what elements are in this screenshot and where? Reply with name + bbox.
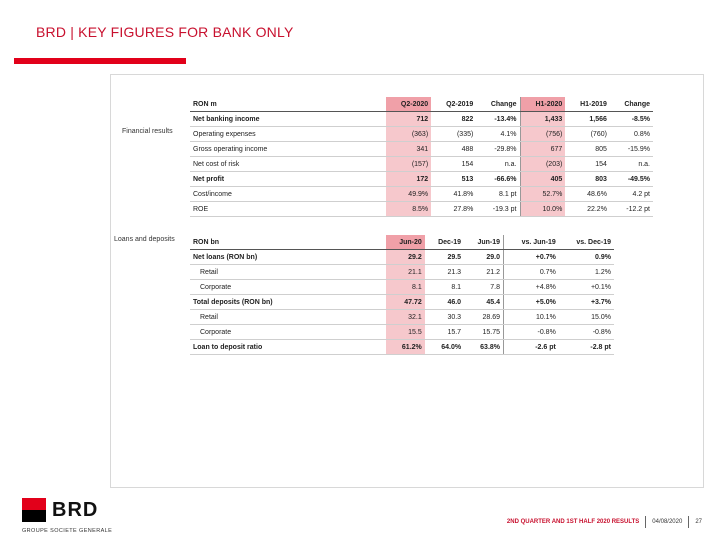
row-value: -0.8% <box>559 325 614 340</box>
row-value: (363) <box>386 127 431 142</box>
row-value: -29.8% <box>476 142 520 157</box>
loans-row <box>190 280 614 295</box>
loan-header: Jun-19 <box>464 235 503 250</box>
loans-row <box>190 340 614 355</box>
row-value: 1,433 <box>520 112 565 127</box>
row-value: 28.69 <box>464 310 503 325</box>
row-label: Retail <box>190 265 386 280</box>
row-value: 61.2% <box>386 340 425 355</box>
row-value: 29.5 <box>425 250 464 265</box>
financial-section-label: Financial results <box>122 128 173 135</box>
row-value: 46.0 <box>425 295 464 310</box>
row-value: 712 <box>386 112 431 127</box>
row-value: 405 <box>520 172 565 187</box>
row-value: 15.7 <box>425 325 464 340</box>
row-label: Cost/income <box>190 187 386 202</box>
row-value: +3.7% <box>559 295 614 310</box>
fin-header: H1-2020 <box>520 97 565 112</box>
row-label: Net loans (RON bn) <box>190 250 386 265</box>
financial-row <box>190 142 653 157</box>
row-value: 0.9% <box>559 250 614 265</box>
loans-row <box>190 310 614 325</box>
row-value: -15.9% <box>610 142 653 157</box>
fin-header: RON m <box>190 97 386 112</box>
fin-header: Q2-2020 <box>386 97 431 112</box>
financial-row <box>190 157 653 172</box>
results-label: 2ND QUARTER AND 1ST HALF 2020 RESULTS <box>506 519 640 525</box>
row-value: 805 <box>565 142 610 157</box>
fin-header: Change <box>610 97 653 112</box>
row-value: 10.1% <box>504 310 559 325</box>
row-value: 47.72 <box>386 295 425 310</box>
row-label: Gross operating income <box>190 142 386 157</box>
loans-row <box>190 325 614 340</box>
row-value: 488 <box>431 142 476 157</box>
row-label: Corporate <box>190 325 386 340</box>
footer-info <box>507 516 702 528</box>
row-label: ROE <box>190 202 386 217</box>
row-label: Retail <box>190 310 386 325</box>
row-label: Operating expenses <box>190 127 386 142</box>
row-label: Net banking income <box>190 112 386 127</box>
row-value: -49.5% <box>610 172 653 187</box>
row-label: Corporate <box>190 280 386 295</box>
loans-deposits-table <box>190 235 614 355</box>
brd-logo-subtitle: GROUPE SOCIETE GENERALE <box>22 528 113 534</box>
row-value: 154 <box>565 157 610 172</box>
row-value: +0.1% <box>559 280 614 295</box>
row-value: 8.1 pt <box>476 187 520 202</box>
financial-row <box>190 202 653 217</box>
row-value: -19.3 pt <box>476 202 520 217</box>
row-value: 45.4 <box>464 295 503 310</box>
row-value: 8.1 <box>386 280 425 295</box>
row-value: (756) <box>520 127 565 142</box>
row-value: 21.3 <box>425 265 464 280</box>
row-value: -2.6 pt <box>504 340 559 355</box>
row-value: 22.2% <box>565 202 610 217</box>
fin-header: Change <box>476 97 520 112</box>
row-value: 341 <box>386 142 431 157</box>
fin-header: Q2-2019 <box>431 97 476 112</box>
row-value: 0.7% <box>504 265 559 280</box>
footer-divider <box>688 516 689 528</box>
row-value: 49.9% <box>386 187 431 202</box>
row-value: 63.8% <box>464 340 503 355</box>
fin-header: H1-2019 <box>565 97 610 112</box>
page-number: 27 <box>695 519 702 525</box>
loan-header: RON bn <box>190 235 386 250</box>
row-value: -0.8% <box>504 325 559 340</box>
row-value: 0.8% <box>610 127 653 142</box>
row-value: 1,566 <box>565 112 610 127</box>
loans-section-label: Loans and deposits <box>114 236 175 243</box>
row-value: 48.6% <box>565 187 610 202</box>
financial-row <box>190 112 653 127</box>
row-value: 10.0% <box>520 202 565 217</box>
row-value: 803 <box>565 172 610 187</box>
row-label: Total deposits (RON bn) <box>190 295 386 310</box>
row-value: 513 <box>431 172 476 187</box>
row-value: 1.2% <box>559 265 614 280</box>
row-value: 64.0% <box>425 340 464 355</box>
row-value: 4.2 pt <box>610 187 653 202</box>
loan-header: vs. Jun-19 <box>504 235 559 250</box>
footer-divider <box>645 516 646 528</box>
row-value: +5.0% <box>504 295 559 310</box>
row-value: 154 <box>431 157 476 172</box>
title-underline <box>14 58 186 64</box>
row-value: n.a. <box>610 157 653 172</box>
row-value: 7.8 <box>464 280 503 295</box>
row-value: -12.2 pt <box>610 202 653 217</box>
row-value: 32.1 <box>386 310 425 325</box>
row-value: 21.2 <box>464 265 503 280</box>
row-value: 21.1 <box>386 265 425 280</box>
row-value: (335) <box>431 127 476 142</box>
row-value: 52.7% <box>520 187 565 202</box>
row-value: 8.5% <box>386 202 431 217</box>
financial-row <box>190 187 653 202</box>
row-value: 15.0% <box>559 310 614 325</box>
row-value: 41.8% <box>431 187 476 202</box>
loans-row <box>190 250 614 265</box>
row-value: 822 <box>431 112 476 127</box>
row-value: 15.75 <box>464 325 503 340</box>
financial-row <box>190 172 653 187</box>
row-value: +4.8% <box>504 280 559 295</box>
row-label: Loan to deposit ratio <box>190 340 386 355</box>
row-value: (760) <box>565 127 610 142</box>
row-value: 677 <box>520 142 565 157</box>
loans-row <box>190 265 614 280</box>
loan-header: vs. Dec-19 <box>559 235 614 250</box>
loan-header: Jun-20 <box>386 235 425 250</box>
loans-row <box>190 295 614 310</box>
row-label: Net cost of risk <box>190 157 386 172</box>
row-value: n.a. <box>476 157 520 172</box>
row-value: 8.1 <box>425 280 464 295</box>
row-value: 4.1% <box>476 127 520 142</box>
row-value: -2.8 pt <box>559 340 614 355</box>
row-value: -66.6% <box>476 172 520 187</box>
slide-title: BRD | KEY FIGURES FOR BANK ONLY <box>36 24 294 40</box>
row-value: -8.5% <box>610 112 653 127</box>
financial-results-table <box>190 97 653 217</box>
loan-header: Dec-19 <box>425 235 464 250</box>
row-value: +0.7% <box>504 250 559 265</box>
row-value: 15.5 <box>386 325 425 340</box>
row-value: 29.2 <box>386 250 425 265</box>
row-value: -13.4% <box>476 112 520 127</box>
brd-logo-text: BRD <box>52 499 99 521</box>
row-value: 27.8% <box>431 202 476 217</box>
row-value: (157) <box>386 157 431 172</box>
row-label: Net profit <box>190 172 386 187</box>
financial-row <box>190 127 653 142</box>
report-date: 04/08/2020 <box>652 519 683 525</box>
row-value: 30.3 <box>425 310 464 325</box>
row-value: 172 <box>386 172 431 187</box>
brd-logo-mark <box>22 498 46 522</box>
row-value: 29.0 <box>464 250 503 265</box>
row-value: (203) <box>520 157 565 172</box>
